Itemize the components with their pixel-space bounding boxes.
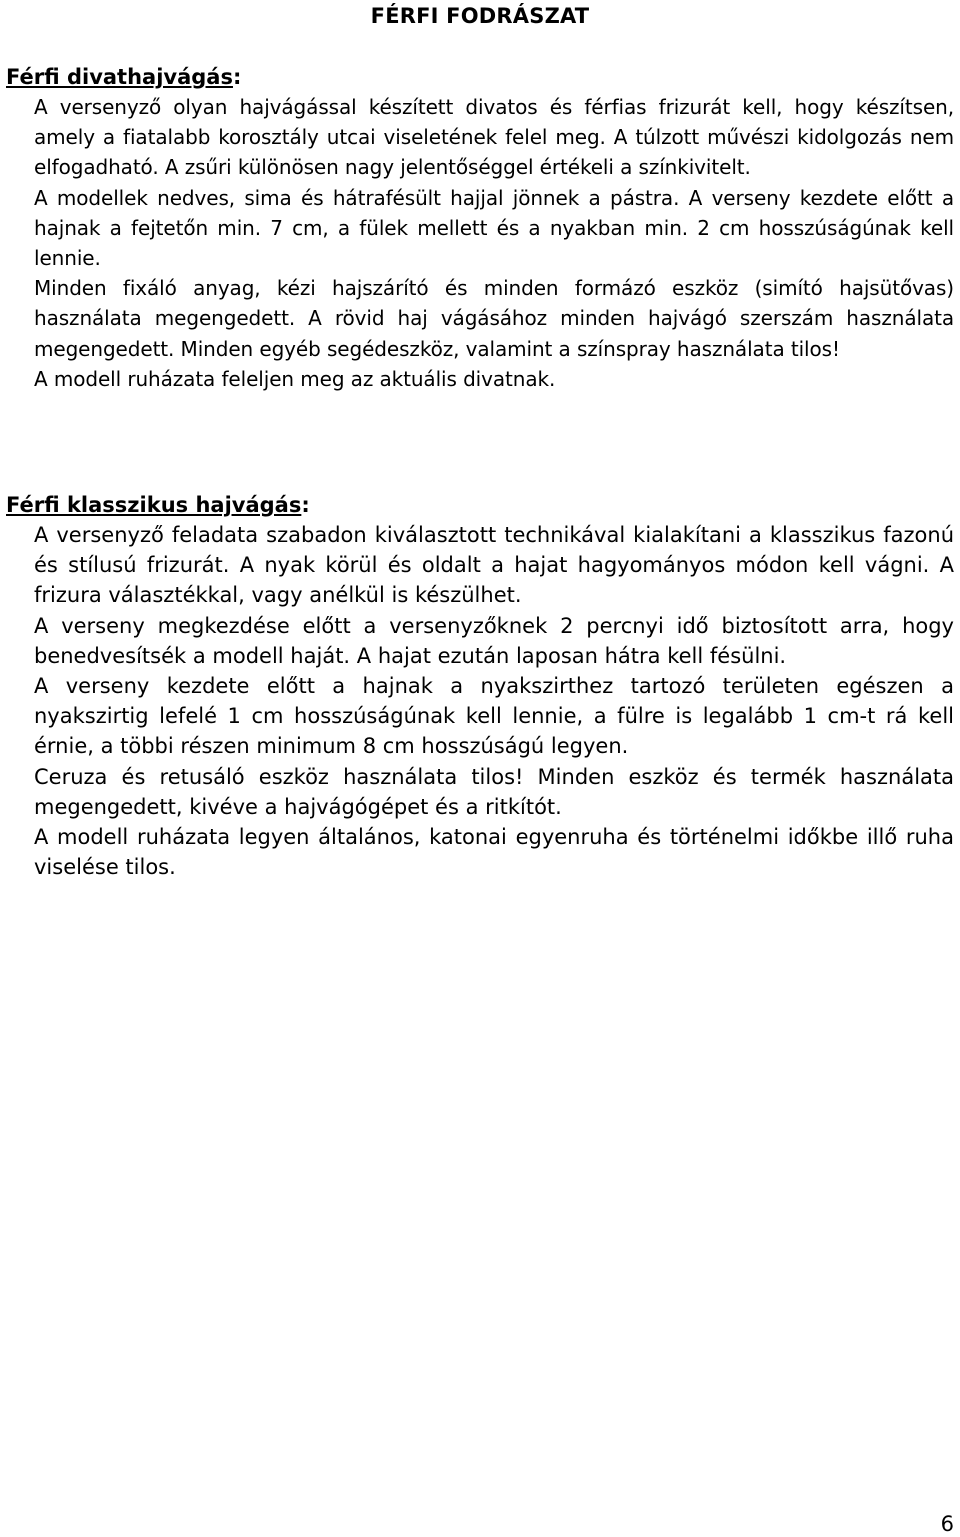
section-heading-text: Férfi divathajvágás bbox=[6, 65, 233, 89]
section-heading bbox=[6, 62, 960, 92]
paragraph: A versenyző olyan hajvágással készített divatos és férfias frizurát kell, hogy készítsen, amely a fiatalabb korosztály utcai viseletének felel meg. A túlzott művészi kidolgozás nem elfogadható. A zsűri különösen nagy jelentőséggel értékeli a színkivitelt. bbox=[34, 95, 954, 180]
paragraph: A modell ruházata legyen általános, katonai egyenruha és történelmi időkbe illő ruha viselése tilos. bbox=[34, 825, 954, 880]
page-title: FÉRFI FODRÁSZAT bbox=[370, 4, 590, 28]
paragraph: A verseny megkezdése előtt a versenyzőknek 2 percnyi idő biztosított arra, hogy benedvesítsék a modell haját. A hajat ezután laposan hátra kell fésülni. bbox=[34, 613, 954, 668]
section-classic-haircut bbox=[0, 490, 960, 882]
paragraph: A modellek nedves, sima és hátrafésült hajjal jönnek a pástra. A verseny kezdete előtt a hajnak a fejtetőn min. 7 cm, a fülek mellett és a nyakban min. 2 cm hosszúságúnak kell lennie. bbox=[34, 185, 954, 271]
paragraph: A verseny kezdete előtt a hajnak a nyakszirthez tartozó területen egészen a nyakszirtig lefelé 1 cm hosszúságúnak kell lennie, a fülre is legalább 1 cm-t rá kell érnie, a többi részen minimum 8 cm hosszúságú legyen. bbox=[34, 674, 954, 759]
paragraph: A modell ruházata feleljen meg az aktuális divatnak. bbox=[34, 366, 556, 391]
section-heading bbox=[6, 490, 960, 520]
section-heading-colon: : bbox=[301, 493, 310, 517]
paragraph: A versenyző feladata szabadon kiválasztott technikával kialakítani a klasszikus fazonú és stílusú frizurát. A nyak körül és oldalt a hajat hagyományos módon kell vágni. A frizura választékkal, vagy anélkül is készülhet. bbox=[34, 523, 954, 608]
section-heading-colon: : bbox=[232, 65, 242, 89]
page-number: 6 bbox=[940, 1512, 954, 1536]
section-fashion-haircut bbox=[0, 62, 960, 394]
section-heading-text: Férfi klasszikus hajvágás bbox=[6, 493, 302, 517]
paragraph: Minden fixáló anyag, kézi hajszárító és minden formázó eszköz (simító hajsütővas) használata megengedett. A rövid haj vágásához minden hajvágó szerszám használata megengedett. Minden egyéb segédeszköz, valamint a színspray használata tilos! bbox=[34, 276, 954, 361]
paragraph: Ceruza és retusáló eszköz használata tilos! Minden eszköz és termék használata megengedett, kivéve a hajvágógépet és a ritkítót. bbox=[34, 764, 954, 819]
